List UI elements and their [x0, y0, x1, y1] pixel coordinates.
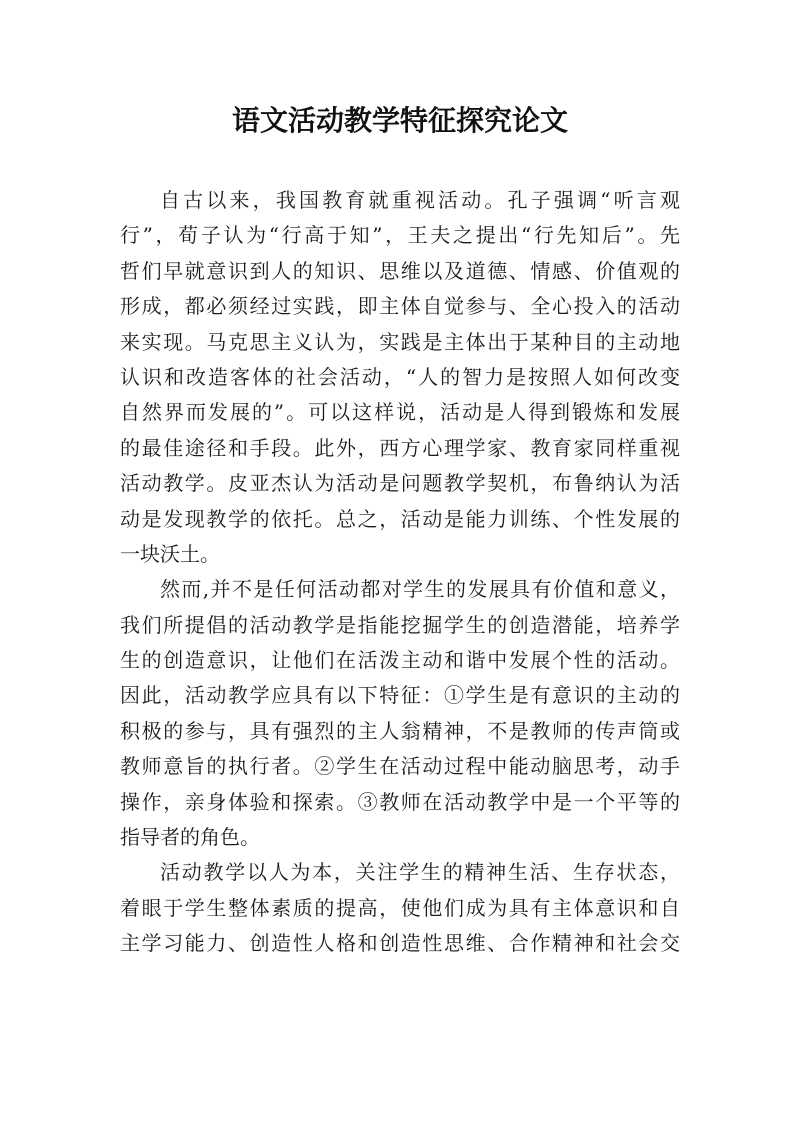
text-line: 哲们早就意识到人的知识、思维以及道德、情感、价值观的	[120, 258, 680, 283]
text-line: 行”，荀子认为“行高于知”，王夫之提出“行先知后”。先	[120, 223, 680, 248]
text-line: 来实现。马克思主义认为，实践是主体出于某种目的主动地	[120, 329, 680, 354]
paragraph-1	[120, 183, 680, 572]
text-line: 教师意旨的执行者。②学生在活动过程中能动脑思考，动手	[120, 754, 680, 779]
text-line: 然而,并不是任何活动都对学生的发展具有价值和意义，	[160, 577, 680, 602]
text-line: 操作，亲身体验和探索。③教师在活动教学中是一个平等的	[120, 789, 680, 814]
text-line: 动是发现教学的依托。总之，活动是能力训练、个性发展的	[120, 506, 680, 531]
text-line: 形成，都必须经过实践，即主体自觉参与、全心投入的活动	[120, 294, 680, 319]
text-line: 自然界而发展的”。可以这样说，活动是人得到锻炼和发展	[120, 400, 680, 425]
text-line: 着眼于学生整体素质的提高，使他们成为具有主体意识和自	[120, 895, 680, 920]
text-line: 因此，活动教学应具有以下特征：①学生是有意识的主动的	[120, 683, 680, 708]
text-line: 我们所提倡的活动教学是指能挖掘学生的创造潜能，培养学	[120, 612, 680, 637]
text-line: 指导者的角色。	[120, 825, 260, 850]
text-line: 积极的参与，具有强烈的主人翁精神，不是教师的传声筒或	[120, 718, 680, 743]
text-line: 认识和改造客体的社会活动，“人的智力是按照人如何改变	[120, 364, 680, 389]
paragraph-2	[120, 572, 680, 855]
text-line: 活动教学以人为本，关注学生的精神生活、生存状态，	[160, 860, 680, 885]
text-line: 生的创造意识，让他们在活泼主动和谐中发展个性的活动。	[120, 648, 680, 673]
document-body	[120, 183, 680, 962]
text-line: 自古以来，我国教育就重视活动。孔子强调“听言观	[160, 188, 680, 212]
page-title: 语文活动教学特征探究论文	[231, 104, 568, 137]
text-line: 主学习能力、创造性人格和创造性思维、合作精神和社会交	[120, 931, 680, 956]
paragraph-3	[120, 855, 680, 961]
text-line: 活动教学。皮亚杰认为活动是问题教学契机，布鲁纳认为活	[120, 471, 680, 496]
text-line: 一块沃土。	[120, 541, 220, 566]
text-line: 的最佳途径和手段。此外，西方心理学家、教育家同样重视	[120, 435, 680, 460]
